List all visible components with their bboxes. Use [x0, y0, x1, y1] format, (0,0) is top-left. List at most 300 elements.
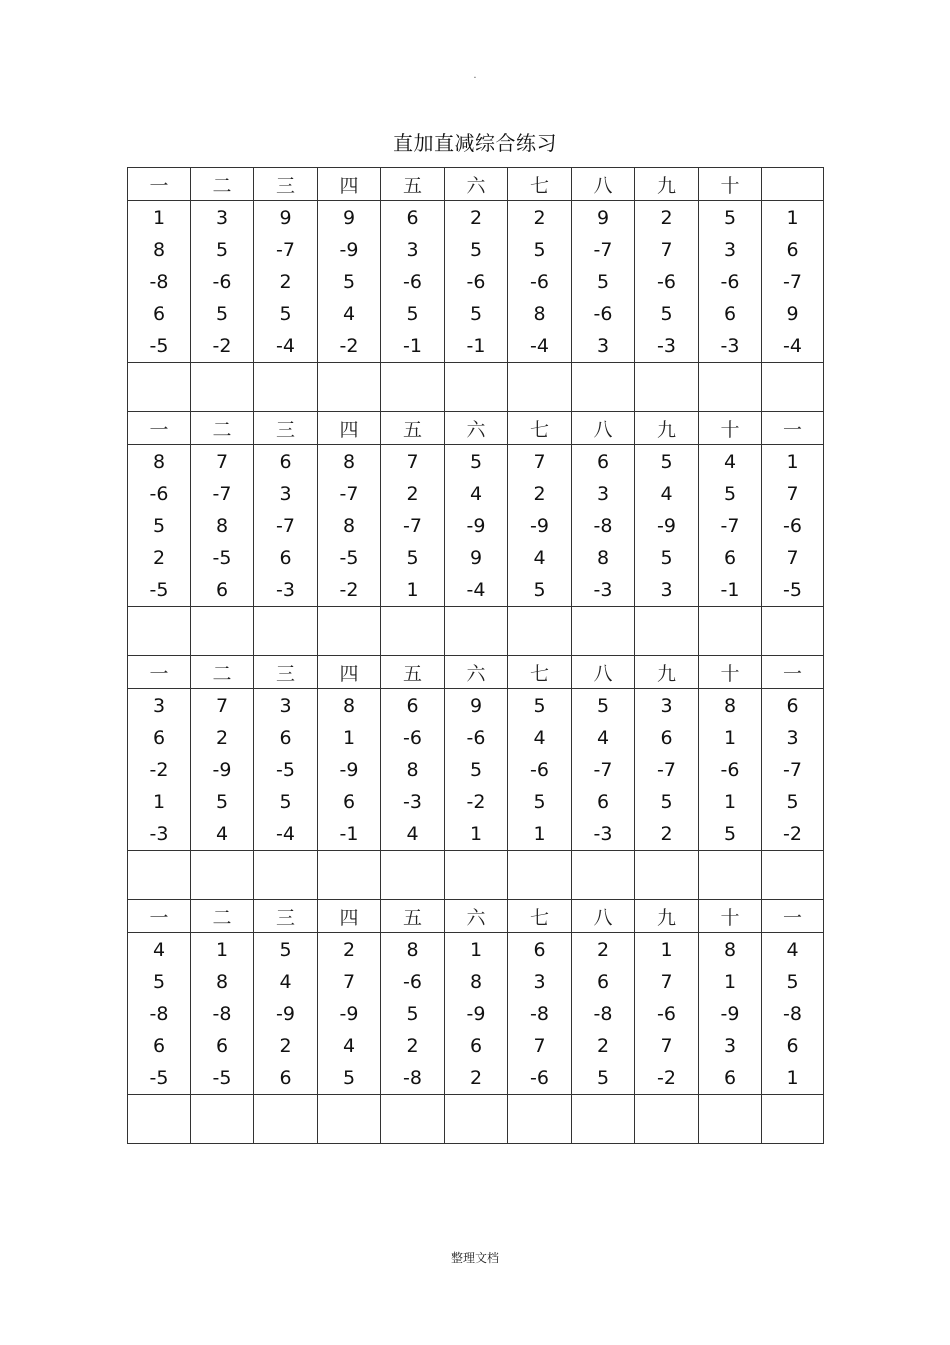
- answer-cell[interactable]: [445, 363, 508, 412]
- problem-number: 6: [406, 695, 419, 717]
- column-header: 六: [445, 656, 508, 689]
- problem-number: 2: [660, 207, 673, 229]
- problem-number: 4: [406, 823, 419, 845]
- problem-number: -3: [403, 791, 422, 813]
- answer-cell[interactable]: [318, 607, 381, 656]
- answer-cell[interactable]: [699, 363, 762, 412]
- column-header: 六: [445, 900, 508, 933]
- problem-number: 6: [215, 1035, 229, 1057]
- problem-number: 5: [279, 939, 292, 961]
- problem-number: 8: [723, 695, 737, 717]
- problem-number: 5: [152, 515, 166, 537]
- problem-number: -7: [276, 239, 295, 261]
- answer-cell[interactable]: [254, 607, 318, 656]
- answer-cell[interactable]: [508, 363, 572, 412]
- problem-number: 3: [786, 727, 799, 749]
- problem-number: 6: [469, 1035, 483, 1057]
- problem-number: 1: [152, 791, 166, 813]
- problem-number: 5: [533, 695, 546, 717]
- problem-cell: [318, 201, 381, 363]
- problem-number: -9: [466, 1003, 486, 1025]
- problem-cell: [699, 201, 762, 363]
- problem-cell: [318, 689, 381, 851]
- column-header: 三: [254, 656, 318, 689]
- problem-row: [128, 201, 824, 363]
- problem-number: -5: [149, 579, 169, 601]
- problem-number: 6: [215, 579, 229, 601]
- problem-number: 5: [406, 1003, 419, 1025]
- column-header: 一: [128, 168, 191, 201]
- problem-number: 5: [723, 483, 737, 505]
- problem-number: 4: [342, 303, 356, 325]
- problem-number: 1: [723, 971, 737, 993]
- answer-cell[interactable]: [128, 607, 191, 656]
- problem-number: 3: [533, 971, 546, 993]
- answer-cell[interactable]: [635, 851, 699, 900]
- column-header: 五: [381, 168, 445, 201]
- problem-number: -6: [720, 271, 740, 293]
- problem-cell: [508, 933, 572, 1095]
- problem-number: 8: [533, 303, 546, 325]
- problem-number: -6: [530, 759, 549, 781]
- problem-number: 5: [215, 303, 229, 325]
- problem-number: 7: [406, 451, 419, 473]
- problem-number: -3: [149, 823, 169, 845]
- problem-number: 5: [469, 451, 483, 473]
- problem-cell: [191, 933, 254, 1095]
- problem-number: 5: [342, 1067, 356, 1089]
- problem-number: -5: [149, 335, 169, 357]
- problem-number: 7: [342, 971, 356, 993]
- problem-cell: [254, 689, 318, 851]
- problem-number: -8: [593, 1003, 613, 1025]
- problem-cell: [254, 445, 318, 607]
- column-header: 四: [318, 412, 381, 445]
- problem-number: 2: [469, 1067, 483, 1089]
- column-header: 九: [635, 656, 699, 689]
- column-header: 七: [508, 412, 572, 445]
- problem-number: -2: [339, 335, 359, 357]
- problem-number: 5: [469, 303, 483, 325]
- problem-number: -9: [339, 759, 359, 781]
- column-header: 二: [191, 412, 254, 445]
- problem-number: 5: [533, 579, 546, 601]
- problem-number: 9: [596, 207, 610, 229]
- column-header: [762, 168, 824, 201]
- problem-cell: [128, 933, 191, 1095]
- problem-number: -8: [403, 1067, 422, 1089]
- problem-cell: [445, 445, 508, 607]
- column-header: 一: [128, 656, 191, 689]
- problem-cell: [635, 933, 699, 1095]
- problem-number: 1: [786, 1067, 799, 1089]
- problem-number: 6: [152, 727, 166, 749]
- problem-number: -9: [212, 759, 232, 781]
- problem-number: 5: [406, 303, 419, 325]
- answer-cell[interactable]: [254, 1095, 318, 1144]
- problem-number: 1: [215, 939, 229, 961]
- problem-number: -4: [783, 335, 802, 357]
- problem-cell: [191, 689, 254, 851]
- answer-cell[interactable]: [572, 607, 635, 656]
- problem-number: 6: [406, 207, 419, 229]
- problem-number: 6: [786, 695, 799, 717]
- answer-cell[interactable]: [191, 1095, 254, 1144]
- problem-number: -8: [212, 1003, 232, 1025]
- answer-cell[interactable]: [635, 1095, 699, 1144]
- problem-number: 6: [152, 1035, 166, 1057]
- problem-number: 3: [723, 239, 737, 261]
- problem-number: 4: [342, 1035, 356, 1057]
- problem-number: -6: [593, 303, 613, 325]
- problem-number: 5: [596, 1067, 610, 1089]
- problem-number: -6: [212, 271, 232, 293]
- problem-number: 5: [406, 547, 419, 569]
- problem-number: 6: [786, 1035, 799, 1057]
- answer-cell[interactable]: [762, 1095, 824, 1144]
- problem-number: 1: [786, 451, 799, 473]
- answer-row: [128, 851, 824, 900]
- problem-number: -3: [593, 579, 613, 601]
- problem-cell: [445, 933, 508, 1095]
- problem-number: 5: [469, 759, 483, 781]
- problem-number: -9: [466, 515, 486, 537]
- answer-cell[interactable]: [508, 1095, 572, 1144]
- problem-cell: [191, 445, 254, 607]
- header-row: [128, 900, 824, 933]
- problem-number: 2: [596, 1035, 610, 1057]
- column-header: 六: [445, 168, 508, 201]
- problem-number: 3: [660, 695, 673, 717]
- answer-cell[interactable]: [572, 851, 635, 900]
- problem-number: 3: [152, 695, 166, 717]
- problem-number: 7: [215, 695, 229, 717]
- problem-number: 1: [342, 727, 356, 749]
- answer-cell[interactable]: [445, 607, 508, 656]
- problem-number: 7: [660, 971, 673, 993]
- problem-number: 3: [596, 335, 610, 357]
- problem-number: 2: [279, 1035, 292, 1057]
- problem-number: 6: [723, 1067, 737, 1089]
- problem-number: -2: [466, 791, 486, 813]
- answer-cell[interactable]: [381, 607, 445, 656]
- problem-number: -6: [466, 271, 486, 293]
- problem-number: -5: [339, 547, 359, 569]
- column-header: 七: [508, 168, 572, 201]
- problem-number: -1: [403, 335, 422, 357]
- answer-cell[interactable]: [572, 363, 635, 412]
- column-header: 十: [699, 900, 762, 933]
- answer-cell[interactable]: [318, 1095, 381, 1144]
- problem-cell: [635, 689, 699, 851]
- problem-number: 7: [215, 451, 229, 473]
- problem-number: 4: [786, 939, 799, 961]
- problem-number: -5: [212, 1067, 232, 1089]
- answer-row: [128, 607, 824, 656]
- problem-number: -6: [657, 271, 676, 293]
- problem-number: -7: [783, 271, 802, 293]
- problem-number: -7: [720, 515, 740, 537]
- answer-cell[interactable]: [699, 607, 762, 656]
- problem-cell: [254, 933, 318, 1095]
- problem-number: -2: [212, 335, 232, 357]
- answer-cell[interactable]: [381, 1095, 445, 1144]
- answer-cell[interactable]: [762, 851, 824, 900]
- problem-number: 4: [279, 971, 292, 993]
- problem-number: -7: [276, 515, 295, 537]
- problem-number: -1: [339, 823, 359, 845]
- problem-number: 9: [342, 207, 356, 229]
- problem-number: 5: [279, 303, 292, 325]
- problem-number: -1: [466, 335, 486, 357]
- problem-cell: [572, 933, 635, 1095]
- answer-cell[interactable]: [699, 1095, 762, 1144]
- problem-number: -8: [593, 515, 613, 537]
- problem-number: 3: [596, 483, 610, 505]
- column-header: 一: [762, 656, 824, 689]
- column-header: 二: [191, 900, 254, 933]
- problem-number: 7: [533, 451, 546, 473]
- column-header: 六: [445, 412, 508, 445]
- column-header: 一: [128, 900, 191, 933]
- problem-number: 1: [786, 207, 799, 229]
- column-header: 九: [635, 900, 699, 933]
- answer-cell[interactable]: [128, 851, 191, 900]
- problem-cell: [318, 933, 381, 1095]
- problem-number: 2: [279, 271, 292, 293]
- answer-cell[interactable]: [128, 363, 191, 412]
- column-header: 九: [635, 412, 699, 445]
- top-dot-mark: .: [473, 70, 477, 81]
- column-header: 五: [381, 656, 445, 689]
- problem-number: 2: [406, 483, 419, 505]
- column-header: 五: [381, 412, 445, 445]
- column-header: 二: [191, 168, 254, 201]
- problem-number: 6: [786, 239, 799, 261]
- problem-number: 3: [406, 239, 419, 261]
- problem-number: 3: [660, 579, 673, 601]
- problem-number: -3: [593, 823, 613, 845]
- problem-number: 1: [723, 791, 737, 813]
- problem-number: -9: [339, 1003, 359, 1025]
- problem-number: 8: [469, 971, 483, 993]
- problem-number: 2: [469, 207, 483, 229]
- answer-cell[interactable]: [381, 851, 445, 900]
- problem-number: 5: [660, 451, 673, 473]
- problem-number: 3: [723, 1035, 737, 1057]
- answer-cell[interactable]: [635, 607, 699, 656]
- problem-number: -6: [657, 1003, 676, 1025]
- answer-cell[interactable]: [254, 363, 318, 412]
- column-header: 三: [254, 168, 318, 201]
- problem-cell: [699, 689, 762, 851]
- problem-number: 4: [660, 483, 673, 505]
- problem-number: 1: [723, 727, 737, 749]
- problem-number: 6: [342, 791, 356, 813]
- answer-cell[interactable]: [508, 851, 572, 900]
- answer-row: [128, 363, 824, 412]
- problem-cell: [445, 201, 508, 363]
- problem-number: 9: [279, 207, 292, 229]
- problem-number: -6: [530, 271, 549, 293]
- answer-cell[interactable]: [191, 607, 254, 656]
- problem-cell: [635, 201, 699, 363]
- problem-number: -7: [339, 483, 359, 505]
- column-header: 五: [381, 900, 445, 933]
- answer-cell[interactable]: [699, 851, 762, 900]
- problem-number: 6: [596, 971, 610, 993]
- column-header: 四: [318, 168, 381, 201]
- problem-row: [128, 933, 824, 1095]
- answer-cell[interactable]: [508, 607, 572, 656]
- problem-number: 6: [152, 303, 166, 325]
- problem-number: 4: [533, 547, 546, 569]
- answer-cell[interactable]: [191, 363, 254, 412]
- problem-number: 5: [723, 823, 737, 845]
- problem-number: 2: [533, 207, 546, 229]
- problem-number: 2: [660, 823, 673, 845]
- problem-number: -3: [276, 579, 295, 601]
- problem-number: -6: [530, 1067, 549, 1089]
- problem-number: 6: [723, 303, 737, 325]
- problem-cell: [699, 933, 762, 1095]
- problem-number: 6: [279, 727, 292, 749]
- problem-number: 8: [406, 759, 419, 781]
- problem-cell: [508, 689, 572, 851]
- column-header: 八: [572, 656, 635, 689]
- problem-number: 6: [723, 547, 737, 569]
- problem-number: 2: [215, 727, 229, 749]
- answer-cell[interactable]: [762, 363, 824, 412]
- problem-number: -7: [657, 759, 676, 781]
- answer-cell[interactable]: [445, 1095, 508, 1144]
- problem-number: 8: [406, 939, 419, 961]
- page-footer: 整理文档: [450, 1251, 499, 1265]
- exercise-table: [127, 167, 824, 1144]
- column-header: 十: [699, 168, 762, 201]
- problem-number: -4: [466, 579, 486, 601]
- problem-number: 5: [279, 791, 292, 813]
- answer-cell[interactable]: [762, 607, 824, 656]
- problem-number: -5: [783, 579, 802, 601]
- page-title: 直加直减综合练习: [393, 131, 557, 155]
- problem-number: -2: [657, 1067, 676, 1089]
- column-header: 三: [254, 900, 318, 933]
- problem-number: -7: [783, 759, 802, 781]
- answer-cell[interactable]: [635, 363, 699, 412]
- problem-cell: [128, 201, 191, 363]
- problem-number: 7: [786, 547, 799, 569]
- answer-cell[interactable]: [445, 851, 508, 900]
- problem-number: 1: [469, 823, 483, 845]
- problem-number: 6: [533, 939, 546, 961]
- problem-number: 5: [533, 791, 546, 813]
- problem-number: -6: [149, 483, 169, 505]
- problem-number: -8: [149, 271, 169, 293]
- answer-cell[interactable]: [572, 1095, 635, 1144]
- problem-cell: [635, 445, 699, 607]
- problem-number: 3: [279, 695, 292, 717]
- problem-row: [128, 445, 824, 607]
- problem-number: -4: [276, 823, 295, 845]
- problem-number: 7: [533, 1035, 546, 1057]
- problem-number: -7: [593, 239, 613, 261]
- problem-number: -6: [720, 759, 740, 781]
- problem-number: 8: [723, 939, 737, 961]
- problem-number: 3: [215, 207, 229, 229]
- problem-number: 4: [533, 727, 546, 749]
- problem-number: 8: [152, 239, 166, 261]
- problem-number: -7: [593, 759, 613, 781]
- problem-number: 6: [279, 451, 292, 473]
- answer-cell[interactable]: [254, 851, 318, 900]
- problem-number: 5: [723, 207, 737, 229]
- column-header: 二: [191, 656, 254, 689]
- problem-number: 8: [152, 451, 166, 473]
- problem-number: 8: [215, 515, 229, 537]
- problem-number: 7: [660, 1035, 673, 1057]
- problem-number: 6: [596, 791, 610, 813]
- problem-number: 2: [342, 939, 356, 961]
- problem-number: 4: [596, 727, 610, 749]
- column-header: 十: [699, 412, 762, 445]
- problem-number: -9: [657, 515, 676, 537]
- problem-number: -8: [530, 1003, 549, 1025]
- header-row: [128, 656, 824, 689]
- problem-cell: [762, 201, 824, 363]
- answer-cell[interactable]: [318, 363, 381, 412]
- problem-number: 5: [660, 547, 673, 569]
- answer-cell[interactable]: [191, 851, 254, 900]
- problem-number: 5: [660, 791, 673, 813]
- column-header: 十: [699, 656, 762, 689]
- problem-cell: [572, 689, 635, 851]
- answer-cell[interactable]: [128, 1095, 191, 1144]
- problem-number: 5: [469, 239, 483, 261]
- problem-number: 1: [660, 939, 673, 961]
- problem-cell: [508, 445, 572, 607]
- problem-number: 9: [469, 547, 483, 569]
- column-header: 四: [318, 656, 381, 689]
- problem-row: [128, 689, 824, 851]
- header-row: [128, 168, 824, 201]
- answer-cell[interactable]: [318, 851, 381, 900]
- problem-cell: [508, 201, 572, 363]
- problem-number: 5: [786, 791, 799, 813]
- problem-number: 6: [660, 727, 673, 749]
- problem-number: 8: [215, 971, 229, 993]
- problem-number: 2: [596, 939, 610, 961]
- answer-cell[interactable]: [381, 363, 445, 412]
- problem-number: 5: [215, 791, 229, 813]
- problem-number: -7: [212, 483, 232, 505]
- column-header: 三: [254, 412, 318, 445]
- column-header: 八: [572, 900, 635, 933]
- column-header: 八: [572, 168, 635, 201]
- problem-cell: [445, 689, 508, 851]
- column-header: 九: [635, 168, 699, 201]
- problem-number: 6: [279, 1067, 292, 1089]
- problem-number: 4: [215, 823, 229, 845]
- column-header: 七: [508, 900, 572, 933]
- problem-number: 5: [786, 971, 799, 993]
- problem-number: 8: [596, 547, 610, 569]
- problem-cell: [381, 933, 445, 1095]
- problem-number: 8: [342, 451, 356, 473]
- problem-number: 5: [596, 271, 610, 293]
- problem-number: 6: [596, 451, 610, 473]
- problem-number: 4: [469, 483, 483, 505]
